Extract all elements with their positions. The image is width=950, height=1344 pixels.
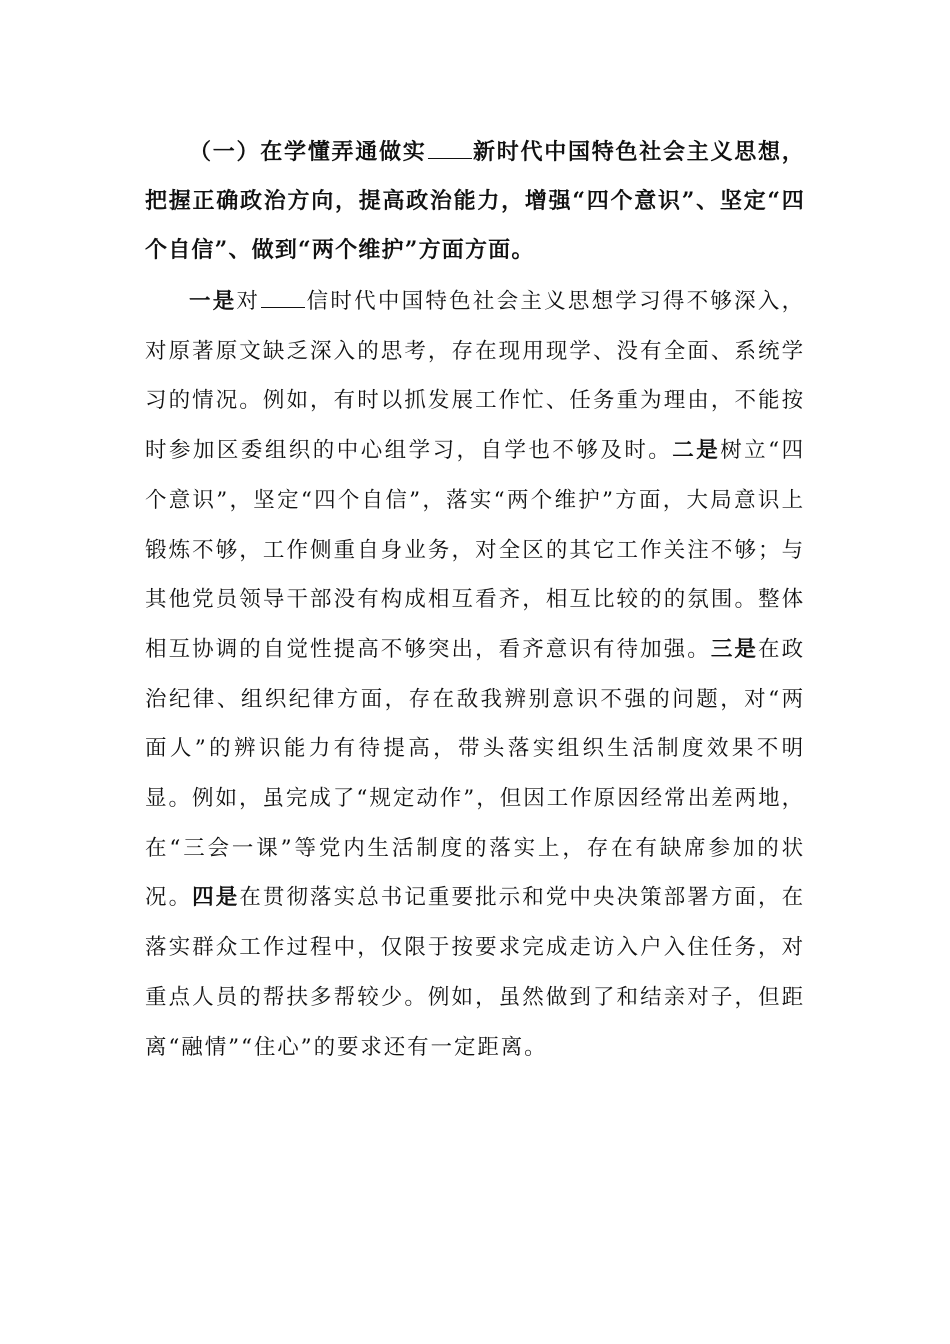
body-text-2: 树立“四个意识”，坚定“四个自信”，落实“两个维护”方面，大局意识上锻炼不够，工作侧重自身业务，对全区的其它工作关注不够；与其他党员领导干部没有构成相互看齐，相互比较的的氛围。整体相互协调的自觉性提高不够突出，看齐意识有待加强。	[145, 438, 805, 662]
blank-underline	[428, 138, 472, 159]
point-marker-4: 四是	[192, 885, 240, 911]
point-marker-1: 一是	[189, 289, 237, 314]
point-marker-2: 二是	[672, 438, 721, 464]
section-heading	[145, 128, 805, 275]
body-text-1a: 对	[236, 289, 261, 314]
body-text-4: 在贯彻落实总书记重要批示和党中央决策部署方面，在落实群众工作过程中，仅限于按要求完成走访入户入住任务，对重点人员的帮扶多帮较少。例如，虽然做到了和结亲对子，但距离“融情”“住心”的要求还有一定距离。	[145, 885, 805, 1060]
point-marker-3: 三是	[710, 636, 758, 662]
body-paragraph	[145, 277, 805, 1072]
blank-underline	[261, 287, 305, 308]
heading-text-part2: 新时代中国特色社会主义思想，把握正确政治方向，提高政治能力，增强“四个意识”、坚定“四个自信”、做到“两个维护”方面方面。	[145, 139, 805, 263]
document-content	[145, 128, 805, 1072]
body-text-1b: 信时代中国特色社会主义思想学习得不够深入，对原著原文缺乏深入的思考，存在现用现学、没有全面、系统学习的情况。例如，有时以抓发展工作忙、任务重为理由，不能按时参加区委组织的中心组学习，自学也不够及时。	[145, 289, 805, 464]
body-text-3: 在政治纪律、组织纪律方面，存在敌我辨别意识不强的问题，对“两面人”的辨识能力有待提高，带头落实组织生活制度效果不明显。例如，虽完成了“规定动作”，但因工作原因经常出差两地，在“三会一课”等党内生活制度的落实上，存在有缺席参加的状况。	[145, 636, 805, 911]
heading-text-part1: （一）在学懂弄通做实	[189, 139, 427, 165]
